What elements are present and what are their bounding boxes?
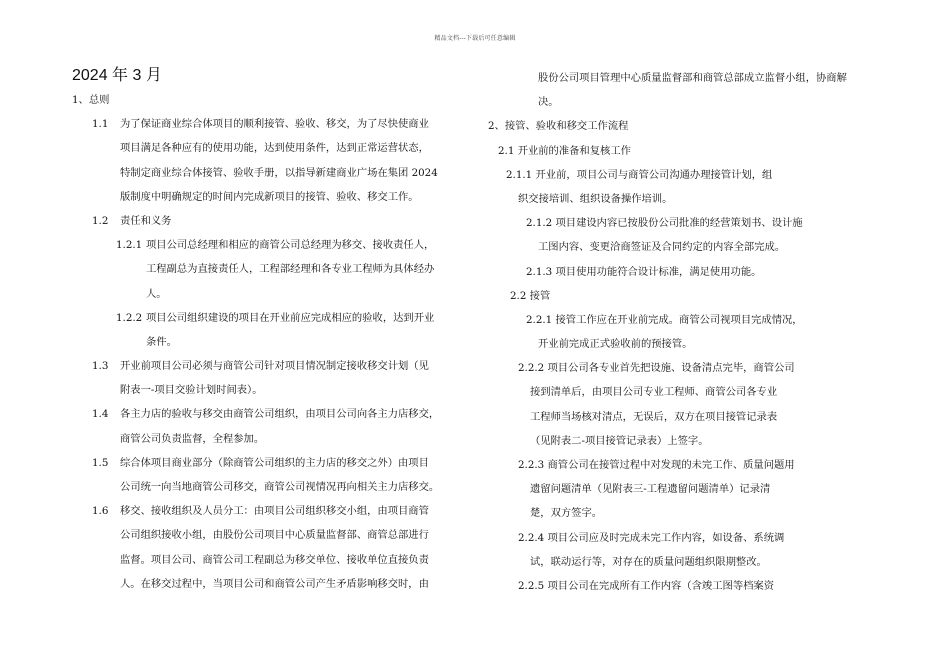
text-line — [488, 163, 888, 187]
text-line — [72, 282, 472, 306]
text-line — [488, 477, 888, 501]
line-text: 人。在移交过程中，当项目公司和商管公司产生矛盾影响移交时，由 — [120, 577, 429, 590]
text-line — [488, 114, 888, 138]
line-text: 2.2.3 商管公司在接管过程中对发现的未完工作、质量问题用 — [518, 459, 795, 471]
line-text: 版制度中明确规定的时间内完成新项目的接管、验收、移交工作。 — [120, 190, 419, 203]
line-text: 2.2 接管 — [510, 289, 551, 302]
text-line — [488, 235, 888, 259]
section-number: 1.5 — [92, 456, 109, 469]
text-line — [72, 475, 472, 499]
line-text: 项目公司组织建设的项目在开业前应完成相应的验收，达到开业 — [146, 311, 435, 324]
text-line — [488, 139, 888, 163]
line-text: 2.1.1 开业前，项目公司与商管公司沟通办理接管计划，组 — [506, 168, 773, 181]
text-line — [488, 453, 888, 477]
line-text: 遗留问题清单（见附表三-工程遗留问题清单）记录清 — [530, 483, 771, 496]
text-line — [72, 209, 472, 233]
line-text: 公司组织接收小组，由股份公司项目中心质量监督部、商管总部进行 — [120, 529, 429, 542]
line-text: 2.1 开业前的准备和复核工作 — [498, 144, 631, 157]
left-body — [72, 88, 472, 596]
text-line — [72, 523, 472, 547]
text-line — [488, 284, 888, 308]
line-text: 监督。项目公司、商管公司工程副总为移交单位、接收单位直接负责 — [120, 553, 429, 566]
section-number: 1.4 — [92, 408, 109, 421]
section-number: 1.2.1 — [116, 239, 143, 252]
line-text: 责任和义务 — [120, 214, 172, 227]
line-text: 2.2.5 项目公司在完成所有工作内容（含竣工图等档案资 — [518, 579, 775, 592]
text-line — [488, 356, 888, 380]
text-line — [72, 88, 472, 112]
line-text: 工程师当场核对清点，无误后，双方在项目接管记录表 — [530, 410, 778, 423]
line-text: 人。 — [146, 287, 167, 300]
text-line — [488, 526, 888, 550]
page-header: 精品文档---下载后可任意编辑 — [434, 35, 516, 42]
text-line — [72, 330, 472, 354]
line-text: 2.2.4 项目公司应及时完成未完工作内容，如设备、系统调 — [518, 531, 785, 544]
section-number: 1.2.2 — [116, 311, 143, 324]
text-line — [72, 185, 472, 209]
section-number: 1.2 — [92, 214, 109, 227]
text-line — [72, 306, 472, 330]
line-text: 条件。 — [146, 335, 177, 348]
text-line — [488, 501, 888, 525]
document-date-title: 2024 年 3 月 — [72, 67, 162, 84]
text-line — [488, 550, 888, 574]
line-text: 决。 — [538, 96, 559, 109]
text-line — [488, 211, 888, 235]
line-text: 2.2.2 项目公司各专业首先把设施、设备清点完毕，商管公司 — [518, 362, 795, 375]
line-text: 工程副总为直接责任人，工程部经理和各专业工程师为具体经办 — [146, 263, 435, 276]
text-line — [488, 380, 888, 404]
left-column — [72, 66, 472, 596]
line-text: 商管公司负责监督，全程参加。 — [120, 432, 265, 445]
line-text: 2.1.3 项目使用功能符合设计标准，满足使用功能。 — [526, 265, 762, 278]
text-line — [488, 429, 888, 453]
text-line — [72, 257, 472, 281]
line-text: 为了保证商业综合体项目的顺利接管、验收、移交，为了尽快使商业 — [120, 118, 429, 131]
text-line — [488, 66, 888, 90]
line-text: 楚，双方签字。 — [530, 507, 603, 520]
line-text: 附表一-项目交验计划时间表）。 — [120, 384, 263, 397]
section-number: 1.3 — [92, 360, 109, 373]
line-text: 工图内容、变更洽商签证及合同约定的内容全部完成。 — [538, 241, 786, 254]
line-text: 织交接培训、组织设备操作培训。 — [518, 192, 673, 205]
text-line — [72, 161, 472, 185]
text-line — [72, 354, 472, 378]
text-line — [488, 332, 888, 356]
text-line — [72, 572, 472, 596]
text-line — [72, 548, 472, 572]
text-line — [72, 378, 472, 402]
line-text: 2、接管、验收和移交工作流程 — [488, 120, 629, 133]
line-text: 项目满足各种应有的使用功能，达到使用条件，达到正常运营状态， — [120, 142, 429, 155]
line-text: 综合体项目商业部分（除商管公司组织的主力店的移交之外）由项目 — [120, 456, 429, 469]
line-text: 开业前项目公司必须与商管公司针对项目情况制定接收移交计划（见 — [120, 360, 429, 373]
right-body — [488, 66, 888, 598]
line-text: 公司统一向当地商管公司移交，商管公司视情况再向相关主力店移交。 — [120, 481, 440, 493]
text-line — [488, 308, 888, 332]
text-line — [488, 405, 888, 429]
line-text: 2.2.1 接管工作应在开业前完成。商管公司视项目完成情况， — [526, 313, 803, 326]
text-line — [488, 187, 888, 211]
line-text: 1、总则 — [72, 94, 110, 106]
line-text: 开业前完成正式验收前的预接管。 — [538, 338, 693, 351]
text-line — [488, 574, 888, 598]
line-text: 股份公司项目管理中心质量监督部和商管总部成立监督小组，协商解 — [538, 72, 847, 84]
text-line — [72, 136, 472, 160]
line-text: 项目公司总经理和相应的商管公司总经理为移交、接收责任人， — [146, 239, 435, 252]
text-line — [72, 402, 472, 426]
text-line — [72, 427, 472, 451]
text-line — [488, 90, 888, 114]
line-text: 2.1.2 项目建设内容已按股份公司批准的经营策划书、设计施 — [526, 217, 803, 230]
text-line — [72, 112, 472, 136]
section-number: 1.6 — [92, 505, 109, 518]
line-text: 特制定商业综合体接管、验收手册，以指导新建商业广场在集团 2024 — [120, 166, 438, 179]
line-text: 各主力店的验收与移交由商管公司组织，由项目公司向各主力店移交， — [120, 408, 440, 421]
line-text: 移交、接收组织及人员分工：由项目公司组织移交小组，由项目商管 — [120, 505, 429, 518]
text-line — [72, 451, 472, 475]
section-number: 1.1 — [92, 118, 109, 131]
text-line — [488, 260, 888, 284]
text-line — [72, 499, 472, 523]
line-text: 接到清单后，由项目公司专业工程师、商管公司各专业 — [530, 386, 778, 399]
line-text: 试，联动运行等，对存在的质量问题组织限期整改。 — [530, 555, 767, 568]
line-text: （见附表二-项目接管记录表）上签字。 — [530, 434, 709, 447]
right-column — [488, 66, 888, 598]
text-line — [72, 233, 472, 257]
